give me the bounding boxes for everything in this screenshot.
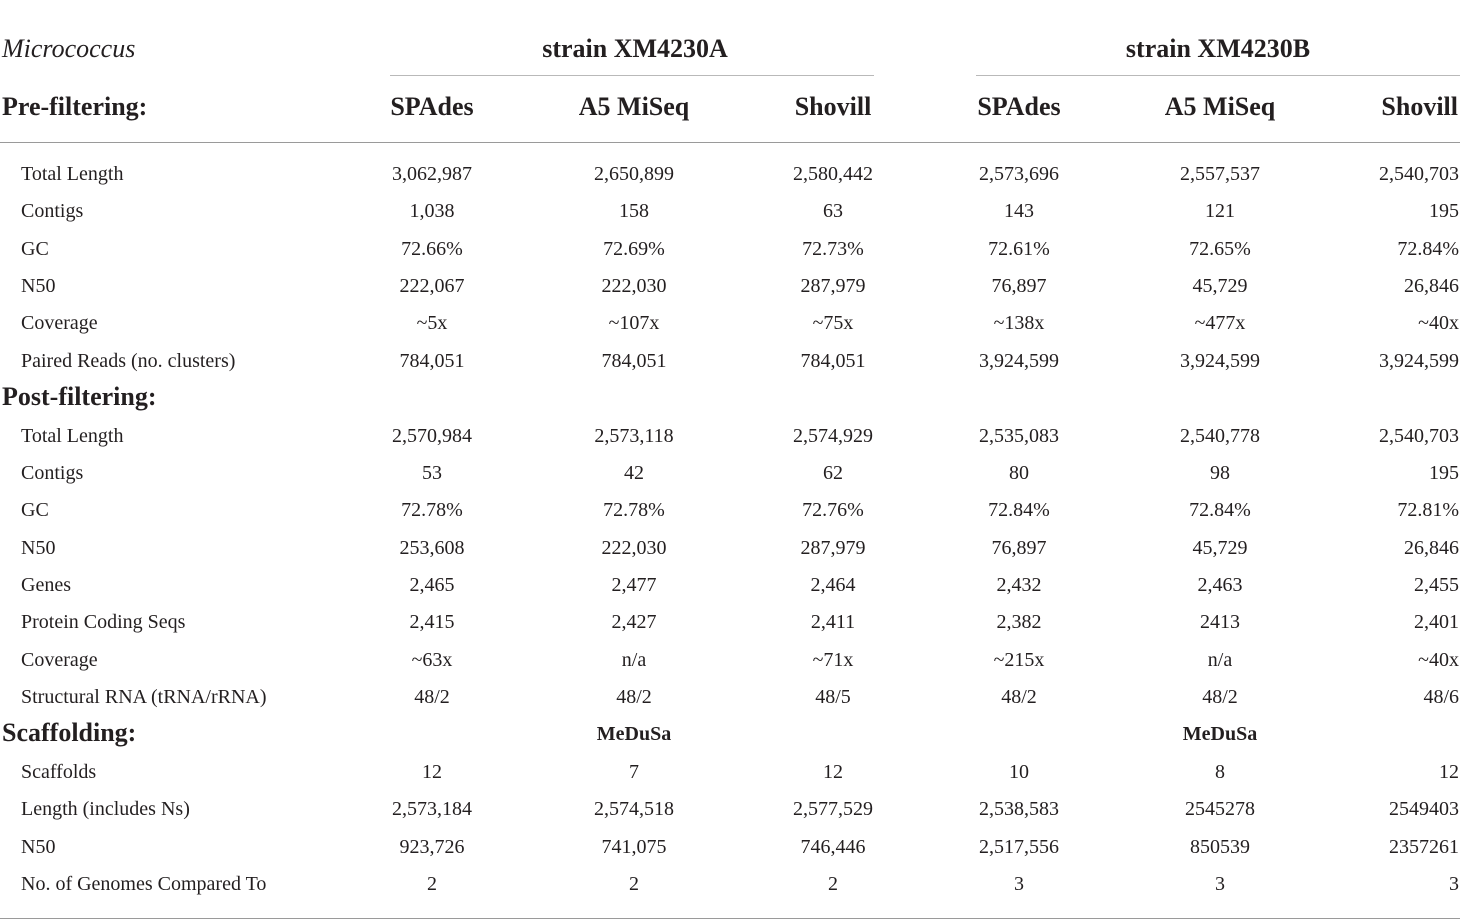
row-label: Coverage [21, 312, 98, 334]
table-cell: n/a [1207, 649, 1233, 671]
table-cell: 850539 [1190, 836, 1250, 858]
table-cell: 42 [624, 462, 644, 484]
table-cell: 2,411 [810, 611, 856, 633]
table-cell: 3 [1215, 873, 1225, 895]
scaffold-tool-label: MeDuSa [596, 723, 672, 745]
table-cell: 48/2 [1202, 686, 1238, 708]
strain-a-underline [390, 75, 874, 76]
table-cell: 7 [629, 761, 639, 783]
row-label: Protein Coding Seqs [21, 611, 186, 633]
table-cell: 2,574,929 [793, 425, 873, 447]
table-cell: 98 [1210, 462, 1230, 484]
table-cell: 48/5 [815, 686, 851, 708]
table-cell: 253,608 [399, 537, 465, 559]
table-cell: ~40x [1418, 312, 1459, 334]
table-cell: 2 [427, 873, 437, 895]
table-cell: 784,051 [399, 350, 465, 372]
table-cell: 12 [422, 761, 442, 783]
table-cell: 48/2 [414, 686, 450, 708]
table-cell: 2413 [1200, 611, 1240, 633]
table-cell: 2,455 [1414, 574, 1459, 596]
table-cell: 195 [1429, 200, 1459, 222]
scaffold-tool-label: MeDuSa [1182, 723, 1258, 745]
table-cell: 2,427 [611, 611, 657, 633]
table-cell: 3,924,599 [1180, 350, 1260, 372]
table-cell: 48/2 [616, 686, 652, 708]
table-cell: 2,464 [810, 574, 856, 596]
row-label: Length (includes Ns) [21, 798, 190, 820]
table-cell: ~71x [812, 649, 854, 671]
row-label: GC [21, 238, 49, 260]
table-cell: ~138x [993, 312, 1045, 334]
table-cell: ~5x [416, 312, 448, 334]
table-cell: ~40x [1418, 649, 1459, 671]
table-cell: 2 [828, 873, 838, 895]
table-cell: ~75x [812, 312, 854, 334]
table-cell: 72.73% [802, 238, 864, 260]
table-cell: 10 [1009, 761, 1029, 783]
table-cell: 2,465 [409, 574, 455, 596]
table-cell: 2,415 [409, 611, 455, 633]
row-label: Paired Reads (no. clusters) [21, 350, 236, 372]
table-cell: ~107x [608, 312, 660, 334]
table-cell: 72.81% [1397, 499, 1459, 521]
table-cell: 3 [1014, 873, 1024, 895]
table-cell: 45,729 [1192, 537, 1248, 559]
row-label: Genes [21, 574, 71, 596]
table-cell: 26,846 [1404, 275, 1459, 297]
table-cell: 222,030 [601, 537, 667, 559]
table-cell: 3 [1449, 873, 1459, 895]
table-cell: 2,573,118 [594, 425, 674, 447]
table-cell: 72.69% [603, 238, 665, 260]
table-cell: 3,924,599 [979, 350, 1059, 372]
table-cell: 3,924,599 [1379, 350, 1459, 372]
table-cell: 72.66% [401, 238, 463, 260]
table-cell: 2,580,442 [793, 163, 873, 185]
strain-a-header: strain XM4230A [542, 34, 728, 63]
table-cell: 2,382 [996, 611, 1042, 633]
table-cell: 72.84% [1397, 238, 1459, 260]
table-cell: 63 [823, 200, 843, 222]
section-title-pre-filtering: Pre-filtering: [2, 92, 148, 121]
table-cell: 2549403 [1389, 798, 1459, 820]
table-cell: 784,051 [601, 350, 667, 372]
row-label: Contigs [21, 462, 84, 484]
table-cell: 2,570,984 [392, 425, 472, 447]
table-cell: 53 [422, 462, 442, 484]
table-cell: 72.84% [988, 499, 1050, 521]
column-header-a5-miseq: A5 MiSeq [578, 92, 690, 121]
table-cell: 2,535,083 [979, 425, 1059, 447]
table-cell: 76,897 [991, 275, 1047, 297]
table-cell: 2545278 [1185, 798, 1255, 820]
table-cell: 2,463 [1197, 574, 1243, 596]
row-label: N50 [21, 836, 56, 858]
table-cell: 26,846 [1404, 537, 1459, 559]
table-cell: 2357261 [1389, 836, 1459, 858]
table-cell: 121 [1205, 200, 1235, 222]
table-cell: 222,067 [399, 275, 465, 297]
table-cell: 158 [619, 200, 649, 222]
column-header-shovill: Shovill [1381, 92, 1458, 121]
row-label: Total Length [21, 163, 124, 185]
table-cell: 2,477 [611, 574, 657, 596]
table-cell: 48/2 [1001, 686, 1037, 708]
table-cell: 72.78% [401, 499, 463, 521]
table-cell: 2,573,696 [979, 163, 1059, 185]
table-cell: 2,650,899 [594, 163, 674, 185]
table-cell: ~215x [993, 649, 1045, 671]
table-cell: 746,446 [800, 836, 866, 858]
table-cell: 8 [1215, 761, 1225, 783]
table-cell: 72.61% [988, 238, 1050, 260]
table-cell: 143 [1004, 200, 1034, 222]
table-cell: 195 [1429, 462, 1459, 484]
table-cell: 2 [629, 873, 639, 895]
table-cell: 741,075 [601, 836, 667, 858]
row-label: N50 [21, 537, 56, 559]
table-cell: 72.65% [1189, 238, 1251, 260]
row-label: Structural RNA (tRNA/rRNA) [21, 686, 267, 708]
table-cell: 287,979 [800, 537, 866, 559]
table-cell: 72.78% [603, 499, 665, 521]
table-cell: 12 [1439, 761, 1459, 783]
table-cell: 2,540,778 [1180, 425, 1260, 447]
strain-b-header: strain XM4230B [1125, 34, 1311, 63]
table-cell: 2,538,583 [979, 798, 1059, 820]
column-header-a5-miseq: A5 MiSeq [1164, 92, 1276, 121]
table-cell: 1,038 [409, 200, 455, 222]
table-cell: 72.76% [802, 499, 864, 521]
table-cell: n/a [621, 649, 647, 671]
table-cell: 2,574,518 [594, 798, 674, 820]
table-cell: 287,979 [800, 275, 866, 297]
row-label: GC [21, 499, 49, 521]
table-cell: 2,401 [1414, 611, 1459, 633]
table-cell: 2,540,703 [1379, 425, 1459, 447]
row-label: Scaffolds [21, 761, 97, 783]
table-cell: 72.84% [1189, 499, 1251, 521]
table-cell: ~477x [1194, 312, 1246, 334]
strain-b-underline [976, 75, 1460, 76]
table-cell: 2,577,529 [793, 798, 873, 820]
header-rule [0, 142, 1460, 143]
table-cell: 62 [823, 462, 843, 484]
table-cell: 2,557,537 [1180, 163, 1260, 185]
section-title-scaffolding: Scaffolding: [2, 718, 137, 747]
table-cell: 2,432 [996, 574, 1042, 596]
table-cell: 48/6 [1423, 686, 1459, 708]
column-header-shovill: Shovill [794, 92, 872, 121]
row-label: Total Length [21, 425, 124, 447]
table-cell: 923,726 [399, 836, 465, 858]
row-label: No. of Genomes Compared To [21, 873, 267, 895]
column-header-spades: SPAdes [390, 92, 474, 121]
table-cell: 76,897 [991, 537, 1047, 559]
row-label: Coverage [21, 649, 98, 671]
table-cell: 80 [1009, 462, 1029, 484]
table-cell: 2,573,184 [392, 798, 472, 820]
table-cell: 45,729 [1192, 275, 1248, 297]
table-cell: 12 [823, 761, 843, 783]
section-title-post-filtering: Post-filtering: [2, 382, 157, 411]
table-cell: 222,030 [601, 275, 667, 297]
table-cell: 2,517,556 [979, 836, 1059, 858]
column-header-spades: SPAdes [977, 92, 1061, 121]
table-cell: 784,051 [800, 350, 866, 372]
row-label: Contigs [21, 200, 84, 222]
table-cell: ~63x [411, 649, 453, 671]
row-label: N50 [21, 275, 56, 297]
table-cell: 3,062,987 [392, 163, 472, 185]
genus-title: Micrococcus [2, 34, 136, 63]
table-cell: 2,540,703 [1379, 163, 1459, 185]
